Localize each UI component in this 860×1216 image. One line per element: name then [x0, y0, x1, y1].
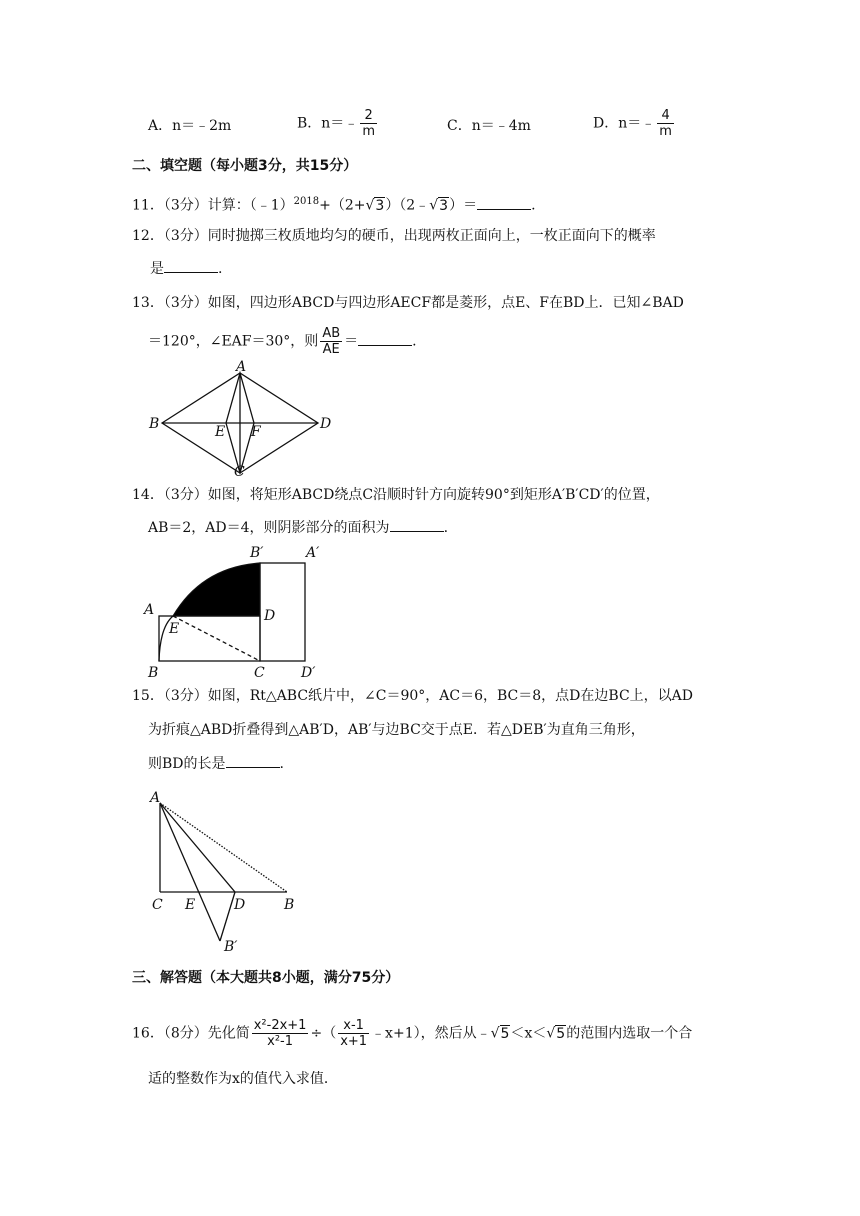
fraction-numerator: x²-2x+1 [253, 1018, 307, 1033]
label-b1: B′ [224, 939, 238, 955]
label-a: A [150, 790, 161, 806]
q11-mid1: +（2+ [319, 197, 366, 214]
answer-blank [226, 755, 280, 768]
q10-option-d-prefix: D．n＝﹣ [593, 115, 656, 132]
q16-line2: 适的整数作为x的值代入求值． [148, 1071, 338, 1087]
fraction-numerator: 4 [657, 108, 674, 124]
answer-blank [477, 197, 531, 210]
label-f: F [251, 424, 261, 440]
q12-line2 [150, 259, 222, 279]
fraction-numerator: 2 [360, 108, 377, 124]
label-d1: D′ [301, 665, 316, 681]
q13-line2-prefix: ＝120°，∠EAF＝30°，则 [148, 333, 319, 350]
answer-blank [390, 519, 444, 532]
q16-suffix: 的范围内选取一个合 [566, 1025, 693, 1042]
q16-sqrt2: √5 [546, 1025, 566, 1042]
q13-line1: 13．（3分）如图，四边形ABCD与四边形AECF都是菱形，点E、F在BD上．已知∠BAD [132, 295, 684, 311]
label-b: B [284, 897, 295, 913]
segment-ce [173, 616, 260, 661]
answer-blank [358, 333, 412, 346]
shaded-region [173, 563, 260, 616]
label-e: E [215, 424, 226, 440]
fraction-denominator: AE [322, 342, 340, 357]
label-d: D [320, 416, 332, 432]
q14-line2-prefix: AB＝2，AD＝4，则阴影部分的面积为 [148, 520, 390, 536]
q10-option-c-text: C．n＝﹣4m [447, 118, 531, 134]
q12-line2-prefix: 是 [150, 261, 164, 277]
sqrt-radicand: 3 [375, 197, 385, 214]
q13-end: . [412, 333, 417, 350]
fraction-numerator: AB [322, 326, 341, 341]
q10-option-b [297, 108, 379, 139]
label-e: E [185, 897, 196, 913]
label-d: D [264, 608, 276, 624]
fraction-denominator: m [659, 124, 672, 139]
q16-prefix: 16．（8分）先化简 [132, 1025, 250, 1042]
q15-line3 [148, 754, 284, 774]
q12-line1: 12．（3分）同时抛掷三枚质地均匀的硬币，出现两枚正面向上，一枚正面向下的概率 [132, 228, 656, 244]
q14-line2 [148, 518, 448, 538]
q15-line2: 为折痕△ABD折叠得到△AB′D，AB′与边BC交于点E．若△DEB′为直角三角形， [148, 722, 645, 738]
label-d: D [234, 897, 246, 913]
segment-db1 [220, 892, 235, 941]
fraction-denominator: m [362, 124, 375, 139]
q11-exponent: 2018 [293, 196, 320, 207]
label-a: A [236, 359, 247, 375]
q11 [132, 192, 536, 216]
q16-line1 [132, 1018, 692, 1049]
q10-option-d [593, 108, 676, 139]
q16-sqrt1: √5 [490, 1025, 510, 1042]
q13-line2 [148, 326, 417, 357]
label-b: B [149, 416, 160, 432]
q10-option-b-prefix: B．n＝﹣ [297, 115, 359, 132]
q10-option-b-fraction [360, 108, 377, 139]
q16-mid: ﹣x+1），然后从﹣ [371, 1025, 491, 1042]
q13-figure [140, 360, 340, 480]
q11-end: . [531, 197, 536, 214]
segment-ad [160, 803, 235, 892]
q15-line3-prefix: 则BD的长是 [148, 756, 226, 772]
q16-fraction1 [252, 1018, 309, 1049]
q12-end: . [218, 261, 223, 277]
label-c: C [234, 464, 245, 480]
fraction-numerator: x-1 [338, 1018, 369, 1034]
q10-option-a-text: A．n＝﹣2m [148, 118, 232, 134]
q15-end: . [279, 756, 284, 772]
label-b: B [148, 665, 159, 681]
fraction-denominator: x²-1 [267, 1034, 294, 1049]
label-a1: A′ [306, 545, 320, 561]
q14-end: . [443, 520, 449, 536]
q10-option-c [447, 116, 531, 136]
q11-suffix: ）＝ [449, 197, 478, 214]
q15-figure [140, 785, 320, 955]
q10-option-a [148, 116, 231, 136]
q13-fraction [320, 326, 342, 357]
q10-option-d-fraction [657, 108, 674, 139]
section2-title: 二、填空题（每小题3分，共15分） [132, 158, 358, 174]
q11-mid2: ）（2﹣ [385, 197, 430, 214]
q11-sqrt1: √3 [365, 197, 385, 214]
q16-lt: ＜x＜ [510, 1025, 547, 1042]
label-c: C [254, 665, 265, 681]
sqrt-radicand: 5 [500, 1025, 510, 1042]
section3-title: 三、解答题（本大题共8小题，满分75分） [132, 970, 400, 986]
q13-line2-suffix: ＝ [344, 333, 359, 350]
sqrt-radicand: 3 [439, 197, 449, 214]
q14-line1: 14．（3分）如图，将矩形ABCD绕点C沿顺时针方向旋转90°到矩形A′B′CD′的位置， [132, 487, 660, 503]
q16-fraction2 [338, 1018, 369, 1049]
label-b1: B′ [250, 545, 264, 561]
label-a: A [144, 602, 155, 618]
q14-figure [140, 545, 340, 685]
answer-blank [164, 260, 218, 273]
fraction-denominator: x+1 [340, 1034, 368, 1049]
q15-line1: 15．（3分）如图，Rt△ABC纸片中，∠C＝90°，AC＝6，BC＝8，点D在边BC上，以AD [132, 688, 693, 704]
label-c: C [152, 897, 163, 913]
q11-prefix: 11．（3分）计算：（﹣1） [132, 197, 294, 214]
q11-sqrt2: √3 [429, 197, 449, 214]
q16-div: ÷（ [310, 1025, 337, 1042]
label-e: E [169, 621, 180, 637]
sqrt-radicand: 5 [556, 1025, 566, 1042]
